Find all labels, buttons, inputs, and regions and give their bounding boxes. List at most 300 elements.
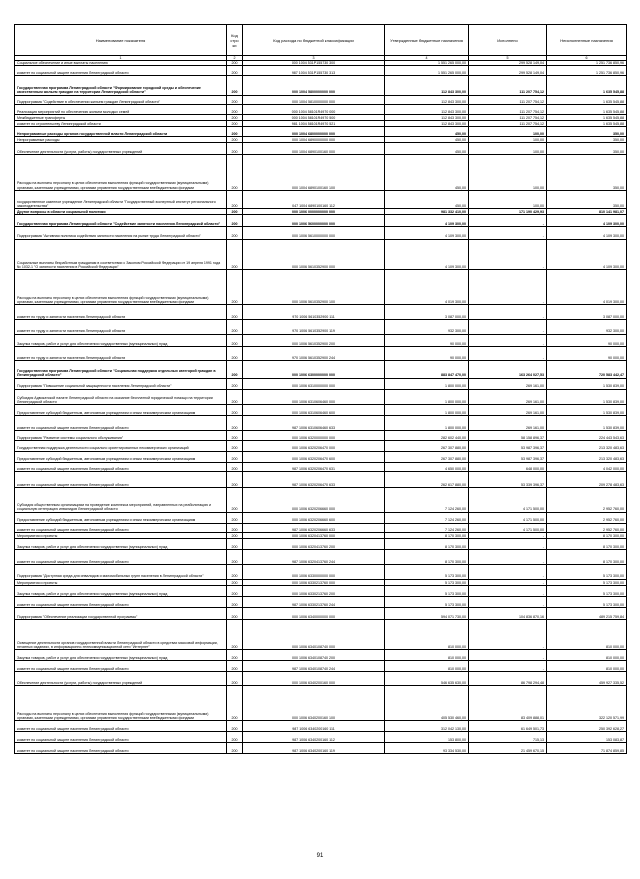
cell-executed: 58 158 896,37 (469, 430, 547, 440)
column-number: 6 (547, 56, 627, 61)
cell-executed: - (469, 334, 547, 346)
cell-line-code: 200 (227, 619, 243, 650)
cell-executed: - (469, 239, 547, 270)
budget-execution-table (14, 24, 627, 754)
cell-approved: 450,00 (385, 190, 469, 208)
cell-line-code: 200 (227, 472, 243, 488)
table-row (15, 76, 627, 96)
cell-name: Обеспечение деятельности (услуги, работы) государственных учреждений (15, 672, 227, 685)
cell-line-code: 200 (227, 550, 243, 565)
table-row (15, 523, 627, 533)
cell-line-code: 200 (227, 190, 243, 208)
cell-budget-code: 000 1006 6330000000 000 (243, 565, 385, 580)
cell-executed: - (469, 565, 547, 580)
cell-executed: 4 171 500,00 (469, 523, 547, 533)
cell-approved: 112 843 300,00 (385, 105, 469, 115)
cell-executed: - (469, 227, 547, 239)
cell-unexecuted: 932 300,00 (547, 320, 627, 335)
cell-executed: 269 161,00 (469, 389, 547, 405)
column-number: 3 (243, 56, 385, 61)
cell-approved: 5 173 300,00 (385, 596, 469, 607)
cell-unexecuted: 1 635 545,88 (547, 115, 627, 121)
cell-unexecuted: 5 173 300,00 (547, 596, 627, 607)
cell-unexecuted: 1 635 545,88 (547, 105, 627, 115)
cell-line-code: 200 (227, 579, 243, 585)
cell-name: Мероприятия и проекты (15, 579, 227, 585)
cell-name: Социальное обеспечение и иные выплаты населению (15, 61, 227, 66)
cell-approved: 7 124 260,00 (385, 488, 469, 512)
cell-line-code: 200 (227, 650, 243, 661)
cell-budget-code: 000 1006 6310606460 000 (243, 389, 385, 405)
table-row (15, 430, 627, 440)
cell-executed: 104 836 870,16 (469, 607, 547, 619)
cell-unexecuted: 4 109 300,00 (547, 227, 627, 239)
cell-approved: 932 300,00 (385, 320, 469, 335)
table-row (15, 661, 627, 672)
cell-executed: 111 207 754,12 (469, 105, 547, 115)
cell-unexecuted: 8 170 300,00 (547, 550, 627, 565)
cell-budget-code: 000 1006 6320413760 200 (243, 539, 385, 550)
cell-unexecuted: 1 251 736 850,96 (547, 61, 627, 66)
header-approved: Утвержденные бюджетные назначения (385, 25, 469, 56)
cell-executed: - (469, 270, 547, 305)
cell-unexecuted: 350,00 (547, 190, 627, 208)
cell-budget-code: 000 1006 6310000000 000 (243, 378, 385, 389)
cell-line-code: 200 (227, 239, 243, 270)
cell-approved: 267 307 880,00 (385, 451, 469, 462)
cell-name: Подпрограмма "Повышение социальной защищенности населения Ленинградской области" (15, 378, 227, 389)
table-row (15, 105, 627, 115)
table-row (15, 732, 627, 743)
cell-approved: 546 635 630,00 (385, 672, 469, 685)
cell-budget-code: 987 1004 531P155730 313 (243, 66, 385, 76)
cell-line-code: 200 (227, 378, 243, 389)
cell-name: Субсидия Адвокатской палате Ленинградской области на оказание бесплатной юридической помощи на территории Ленинградской области (15, 389, 227, 405)
cell-unexecuted: 5 173 300,00 (547, 579, 627, 585)
page-number: 91 (316, 853, 324, 859)
column-number: 5 (469, 56, 547, 61)
cell-unexecuted: 1 530 839,00 (547, 416, 627, 431)
cell-budget-code: 000 1006 6320206470 000 (243, 440, 385, 451)
cell-budget-code: 000 1006 5610352900 100 (243, 270, 385, 305)
header-unexecuted: Неисполненные назначения (547, 25, 627, 56)
cell-line-code: 200 (227, 334, 243, 346)
table-row (15, 346, 627, 361)
cell-budget-code: 000 1004 5800000000 000 (243, 76, 385, 96)
cell-executed: 269 161,00 (469, 378, 547, 389)
cell-executed: 53 987 396,37 (469, 451, 547, 462)
cell-approved: 883 847 470,00 (385, 361, 469, 378)
table-row (15, 61, 627, 66)
cell-budget-code: 000 1006 6320206470 600 (243, 451, 385, 462)
cell-budget-code: 987 1006 6320413760 244 (243, 550, 385, 565)
cell-approved: 112 843 300,00 (385, 121, 469, 127)
cell-unexecuted: 8 170 300,00 (547, 533, 627, 539)
cell-executed: 53 339 396,37 (469, 472, 547, 488)
cell-line-code: 200 (227, 305, 243, 320)
cell-name: Закупка товаров, работ и услуг для обеспечения государственных (муниципальных) нужд (15, 650, 227, 661)
cell-name: Непрограммные расходы органов государственной власти Ленинградской области (15, 127, 227, 137)
cell-line-code: 200 (227, 115, 243, 121)
cell-line-code: 200 (227, 661, 243, 672)
table-row (15, 155, 627, 190)
cell-approved: 153 800,00 (385, 732, 469, 743)
cell-executed: 4 171 500,00 (469, 512, 547, 523)
table-row (15, 607, 627, 619)
cell-executed: - (469, 215, 547, 227)
cell-approved: 4 109 300,00 (385, 227, 469, 239)
table-row (15, 239, 627, 270)
cell-unexecuted: 4 019 300,00 (547, 270, 627, 305)
cell-executed: - (469, 619, 547, 650)
header-executed: Исполнено (469, 25, 547, 56)
cell-line-code: 200 (227, 127, 243, 137)
cell-line-code: 200 (227, 76, 243, 96)
cell-budget-code: 000 1004 6800000000 000 (243, 127, 385, 137)
cell-budget-code: 000 1006 6310606460 600 (243, 405, 385, 416)
cell-unexecuted: 810 000,00 (547, 661, 627, 672)
cell-name: комитет по социальной защите населения Ленинградской области (15, 596, 227, 607)
cell-budget-code: 987 1006 6310606460 633 (243, 416, 385, 431)
cell-approved: 1 551 265 000,00 (385, 66, 469, 76)
cell-budget-code: 987 1006 6320206660 633 (243, 523, 385, 533)
cell-unexecuted: 2 952 760,00 (547, 488, 627, 512)
table-body (15, 61, 627, 754)
cell-approved: 112 843 300,00 (385, 95, 469, 105)
cell-budget-code: 000 1006 5610000000 000 (243, 227, 385, 239)
cell-budget-code: 987 1006 6340200160 111 (243, 721, 385, 732)
cell-line-code: 200 (227, 346, 243, 361)
cell-unexecuted: 350,00 (547, 137, 627, 143)
cell-executed: - (469, 320, 547, 335)
cell-name: комитет по социальной защите населения Ленинградской области (15, 462, 227, 472)
cell-budget-code: 000 1006 6330213760 200 (243, 585, 385, 596)
cell-executed: 21 459 670,15 (469, 743, 547, 754)
column-number: 1 (15, 56, 227, 61)
cell-unexecuted: 720 583 442,47 (547, 361, 627, 378)
cell-line-code: 200 (227, 270, 243, 305)
table-row (15, 539, 627, 550)
cell-name: Государственная программа Ленинградской области "Социальная поддержка отдельных категорий граждан в Ленинградской области" (15, 361, 227, 378)
cell-approved: 7 124 260,00 (385, 523, 469, 533)
cell-unexecuted: 810 000,00 (547, 619, 627, 650)
cell-line-code: 200 (227, 430, 243, 440)
cell-line-code: 200 (227, 523, 243, 533)
cell-line-code: 200 (227, 155, 243, 190)
cell-approved: 450,00 (385, 155, 469, 190)
header-budget-code: Код расхода по бюджетной классификации (243, 25, 385, 56)
cell-approved: 450,00 (385, 137, 469, 143)
cell-approved: 4 109 300,00 (385, 239, 469, 270)
cell-name: Расходы на выплаты персоналу в целях обеспечения выполнения функций государственными (муниципальными) органами, казенными учреждениями, органами управления государственными внебюджетными фондами (15, 270, 227, 305)
cell-approved: 312 042 130,00 (385, 721, 469, 732)
cell-unexecuted: 350,00 (547, 155, 627, 190)
cell-line-code: 200 (227, 215, 243, 227)
cell-executed: 299 528 149,04 (469, 66, 547, 76)
cell-name: Подпрограмма "Активная политика содействия занятости населения на рынке труда Ленинградской области" (15, 227, 227, 239)
cell-line-code: 200 (227, 137, 243, 143)
cell-budget-code: 000 1006 5600000000 000 (243, 215, 385, 227)
cell-line-code: 200 (227, 227, 243, 239)
cell-unexecuted: 1 251 736 850,96 (547, 66, 627, 76)
table-row (15, 66, 627, 76)
cell-budget-code: 000 1006 5610352900 200 (243, 334, 385, 346)
cell-line-code: 200 (227, 389, 243, 405)
table-row (15, 320, 627, 335)
cell-approved: 810 000,00 (385, 650, 469, 661)
table-row (15, 416, 627, 431)
cell-executed: 100,00 (469, 143, 547, 155)
cell-name: комитет по труду и занятости населения Ленинградской области (15, 320, 227, 335)
cell-line-code: 200 (227, 143, 243, 155)
cell-name: Социальные выплаты безработным гражданам в соответствии с Законом Российской Федерации от 19 апреля 1991 года № 1032-1 "О занятости населения в Российской Федерации" (15, 239, 227, 270)
cell-name: комитет по социальной защите населения Ленинградской области (15, 743, 227, 754)
cell-approved: 5 173 300,00 (385, 585, 469, 596)
cell-line-code: 200 (227, 565, 243, 580)
cell-approved: 5 173 300,00 (385, 579, 469, 585)
cell-unexecuted: 90 000,00 (547, 334, 627, 346)
table-row (15, 215, 627, 227)
cell-unexecuted: 250 392 628,27 (547, 721, 627, 732)
table-row (15, 721, 627, 732)
cell-unexecuted: 4 109 300,00 (547, 215, 627, 227)
cell-approved: 4 109 300,00 (385, 215, 469, 227)
cell-executed: - (469, 650, 547, 661)
cell-line-code: 200 (227, 607, 243, 619)
table-row (15, 488, 627, 512)
header-name: Наименование показателя (15, 25, 227, 56)
cell-approved: 90 000,00 (385, 346, 469, 361)
cell-name: комитет по социальной защите населения Ленинградской области (15, 523, 227, 533)
cell-unexecuted: 8 170 300,00 (547, 539, 627, 550)
cell-executed: - (469, 346, 547, 361)
cell-line-code: 200 (227, 488, 243, 512)
cell-executed: - (469, 661, 547, 672)
cell-executed: - (469, 539, 547, 550)
cell-unexecuted: 2 952 760,00 (547, 523, 627, 533)
cell-budget-code: 000 1004 6890000000 000 (243, 137, 385, 143)
cell-name: Подпрограмма "Развитие системы социального обслуживания" (15, 430, 227, 440)
column-number: 2 (227, 56, 243, 61)
cell-budget-code: 000 1006 6330213760 000 (243, 579, 385, 585)
cell-executed: 4 171 500,00 (469, 488, 547, 512)
cell-executed: - (469, 533, 547, 539)
cell-approved: 90 000,00 (385, 334, 469, 346)
cell-executed: 86 798 294,48 (469, 672, 547, 685)
cell-budget-code: 000 1006 6340000000 000 (243, 607, 385, 619)
cell-unexecuted: 489 215 759,84 (547, 607, 627, 619)
cell-executed: - (469, 550, 547, 565)
cell-name: Предоставление субсидий бюджетным, автономным учреждениям и иным некоммерческим организациям (15, 451, 227, 462)
cell-name: комитет по труду и занятости населения Ленинградской области (15, 346, 227, 361)
cell-executed: - (469, 585, 547, 596)
table-row (15, 143, 627, 155)
cell-name: Непрограммные расходы (15, 137, 227, 143)
cell-approved: 5 173 300,00 (385, 565, 469, 580)
cell-approved: 112 843 300,00 (385, 76, 469, 96)
cell-name: Подпрограмма "Обеспечение реализации государственной программы" (15, 607, 227, 619)
cell-budget-code: 000 1006 0000000000 000 (243, 209, 385, 215)
cell-budget-code: 981 1004 58101R4970 521 (243, 121, 385, 127)
table-row (15, 565, 627, 580)
cell-line-code: 200 (227, 405, 243, 416)
table-row (15, 451, 627, 462)
table-row (15, 405, 627, 416)
cell-approved: 4 650 000,00 (385, 462, 469, 472)
cell-unexecuted: 3 087 000,00 (547, 305, 627, 320)
cell-name: комитет по социальной защите населения Ленинградской области (15, 732, 227, 743)
cell-line-code: 200 (227, 209, 243, 215)
cell-unexecuted: 810 000,00 (547, 650, 627, 661)
cell-line-code: 200 (227, 361, 243, 378)
cell-budget-code: 000 1004 58101R4970 500 (243, 115, 385, 121)
table-row (15, 462, 627, 472)
table-row (15, 672, 627, 685)
cell-executed: 111 207 754,12 (469, 76, 547, 96)
cell-line-code: 200 (227, 685, 243, 720)
cell-line-code: 200 (227, 533, 243, 539)
table-row (15, 743, 627, 754)
cell-unexecuted: 1 635 545,88 (547, 95, 627, 105)
table-row (15, 361, 627, 378)
cell-name: Мероприятия и проекты (15, 533, 227, 539)
cell-unexecuted: 224 443 543,63 (547, 430, 627, 440)
cell-line-code: 200 (227, 105, 243, 115)
cell-budget-code: 000 1006 6320413760 000 (243, 533, 385, 539)
cell-executed: 648 000,00 (469, 462, 547, 472)
cell-executed: 61 649 501,73 (469, 721, 547, 732)
cell-line-code: 200 (227, 596, 243, 607)
cell-unexecuted: 209 278 483,63 (547, 472, 627, 488)
cell-approved: 1 800 000,00 (385, 405, 469, 416)
cell-name: Государственная поддержка деятельности социально ориентированных некоммерческих организаций (15, 440, 227, 451)
cell-name: Подпрограмма "Доступная среда для инвалидов и маломобильных групп населения в Ленинградской области" (15, 565, 227, 580)
cell-name: Освещение деятельности органов государственной власти Ленинградской области в средствах массовой информации, печатных изданиях, в информационно-телекоммуникационной сети "Интернет" (15, 619, 227, 650)
table-header-row (15, 25, 627, 56)
cell-executed: 100,00 (469, 137, 547, 143)
cell-executed: 100,00 (469, 190, 547, 208)
cell-name: комитет по социальной защите населения Ленинградской области (15, 721, 227, 732)
cell-budget-code: 000 1006 6340108740 000 (243, 619, 385, 650)
cell-budget-code: 987 1006 6330213760 244 (243, 596, 385, 607)
cell-budget-code: 000 1004 6890100160 100 (243, 155, 385, 190)
table-row (15, 596, 627, 607)
cell-name: Подпрограмма "Содействие в обеспечении жильем граждан Ленинградской области" (15, 95, 227, 105)
table-row (15, 334, 627, 346)
cell-name: Закупка товаров, работ и услуг для обеспечения государственных (муниципальных) нужд (15, 585, 227, 596)
cell-unexecuted: 1 635 545,88 (547, 121, 627, 127)
cell-unexecuted: 5 173 300,00 (547, 585, 627, 596)
cell-approved: 810 000,00 (385, 661, 469, 672)
cell-budget-code: 000 1006 6320206660 000 (243, 488, 385, 512)
cell-line-code: 200 (227, 66, 243, 76)
cell-name: Реализация мероприятий по обеспечению жильем молодых семей (15, 105, 227, 115)
cell-name: Другие вопросы в области социальной политики (15, 209, 227, 215)
cell-unexecuted: 350,00 (547, 127, 627, 137)
cell-unexecuted: 4 109 300,00 (547, 239, 627, 270)
cell-budget-code: 987 1006 6340108740 244 (243, 661, 385, 672)
cell-approved: 1 800 000,00 (385, 378, 469, 389)
cell-approved: 4 019 300,00 (385, 270, 469, 305)
cell-name: Закупка товаров, работ и услуг для обеспечения государственных (муниципальных) нужд (15, 334, 227, 346)
cell-executed: - (469, 305, 547, 320)
cell-approved: 450,00 (385, 127, 469, 137)
cell-approved: 594 071 730,00 (385, 607, 469, 619)
cell-unexecuted: 810 141 981,07 (547, 209, 627, 215)
cell-line-code: 200 (227, 721, 243, 732)
cell-executed: 715,13 (469, 732, 547, 743)
cell-name: комитет по социальной защите населения Ленинградской области (15, 66, 227, 76)
table-row (15, 378, 627, 389)
cell-unexecuted: 459 927 335,52 (547, 672, 627, 685)
cell-line-code: 200 (227, 440, 243, 451)
report-sheet (14, 24, 626, 754)
cell-executed: 299 528 149,04 (469, 61, 547, 66)
cell-unexecuted: 1 635 545,88 (547, 76, 627, 96)
cell-unexecuted: 71 874 859,85 (547, 743, 627, 754)
cell-approved: 405 530 460,00 (385, 685, 469, 720)
cell-name: Государственная программа Ленинградской области "Формирование городской среды и обеспечение качественным жильем граждан на территории Ленинградской области" (15, 76, 227, 96)
cell-line-code: 200 (227, 121, 243, 127)
cell-approved: 112 843 300,00 (385, 115, 469, 121)
cell-unexecuted: 1 530 839,00 (547, 378, 627, 389)
cell-approved: 262 617 880,00 (385, 472, 469, 488)
cell-executed: 83 409 888,01 (469, 685, 547, 720)
table-row (15, 127, 627, 137)
table-row (15, 95, 627, 105)
cell-line-code: 200 (227, 539, 243, 550)
cell-budget-code: 970 1006 5610352900 119 (243, 320, 385, 335)
cell-executed: - (469, 596, 547, 607)
table-row (15, 190, 627, 208)
cell-budget-code: 987 1006 6320206470 633 (243, 472, 385, 488)
cell-approved: 810 000,00 (385, 619, 469, 650)
cell-budget-code: 000 1006 6320206660 600 (243, 512, 385, 523)
table-row (15, 389, 627, 405)
cell-name: комитет по социальной защите населения Ленинградской области (15, 416, 227, 431)
cell-approved: 8 170 300,00 (385, 550, 469, 565)
cell-budget-code: 000 1004 5810000000 000 (243, 95, 385, 105)
cell-budget-code: 970 1006 5610352900 111 (243, 305, 385, 320)
column-number: 4 (385, 56, 469, 61)
cell-line-code: 200 (227, 462, 243, 472)
cell-approved: 93 334 530,00 (385, 743, 469, 754)
table-row (15, 305, 627, 320)
table-row (15, 585, 627, 596)
cell-executed: 171 190 429,93 (469, 209, 547, 215)
cell-executed: 100,00 (469, 155, 547, 190)
header-line-code: Код стро ки (227, 25, 243, 56)
cell-unexecuted: 1 530 839,00 (547, 405, 627, 416)
cell-line-code: 200 (227, 451, 243, 462)
cell-unexecuted: 350,00 (547, 143, 627, 155)
cell-line-code: 200 (227, 95, 243, 105)
cell-executed: 269 161,00 (469, 416, 547, 431)
cell-name: Межбюджетные трансферты (15, 115, 227, 121)
cell-budget-code: 000 1006 6340200160 000 (243, 672, 385, 685)
cell-unexecuted: 153 083,87 (547, 732, 627, 743)
cell-approved: 1 551 265 000,00 (385, 61, 469, 66)
cell-line-code: 200 (227, 743, 243, 754)
cell-budget-code: 000 1006 6300000000 000 (243, 361, 385, 378)
table-row (15, 227, 627, 239)
cell-approved: 450,00 (385, 143, 469, 155)
cell-approved: 8 170 300,00 (385, 533, 469, 539)
cell-unexecuted: 322 120 571,99 (547, 685, 627, 720)
cell-unexecuted: 2 952 760,00 (547, 512, 627, 523)
cell-approved: 282 602 440,00 (385, 430, 469, 440)
cell-line-code: 200 (227, 512, 243, 523)
